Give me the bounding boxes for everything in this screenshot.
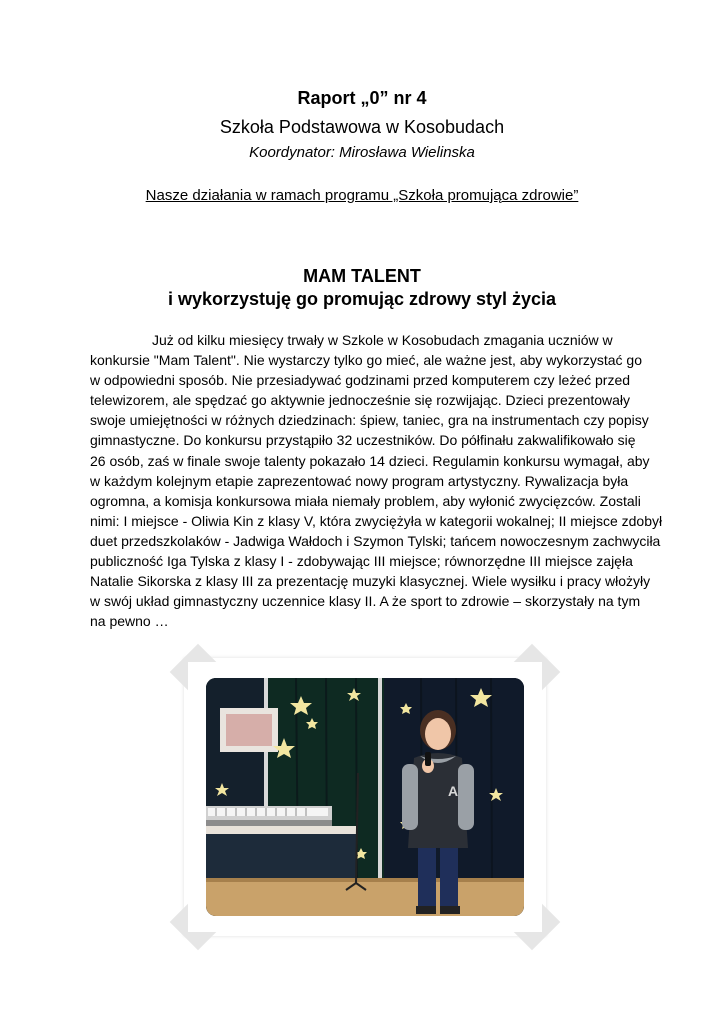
- article-line: w każdym kolejnym etapie zaprezentować nowy program artystyczny. Rywalizacja była: [90, 472, 629, 489]
- article-subheading: i wykorzystuję go promując zdrowy styl życia: [167, 289, 557, 309]
- article-line: Już od kilku miesięcy trwały w Szkole w Kosobudach zmagania uczniów w: [152, 332, 613, 348]
- article-line: w swój układ gimnastyczny uczennice klasy II. A że sport to zdrowie – skorzystały na tym: [90, 593, 641, 610]
- article-heading: MAM TALENT: [303, 266, 421, 286]
- article-line: konkursie "Mam Talent". Nie wystarczy tylko go mieć, ale ważne jest, aby wykorzystać go: [90, 352, 642, 369]
- article-line: duet przedszkolaków - Jadwiga Wałdoch i Szymon Tylski; tańcem nowoczesnym zachwyciła: [90, 532, 661, 549]
- article-line: na pewno …: [90, 613, 169, 630]
- article-line: swoje umiejętności w różnych dziedzinach: śpiew, taniec, gra na instrumentach czy popisy: [90, 412, 649, 429]
- article-line: telewizorem, ale spędzać go aktywnie jednocześnie się rozwijając. Dzieci prezentowały: [90, 392, 631, 409]
- program-line: [0, 186, 724, 206]
- program-line-text: Nasze działania w ramach programu „Szkoła promująca zdrowie”: [145, 187, 579, 204]
- stage-photo-girl-singing-icon: [206, 678, 524, 916]
- article-body: [90, 330, 663, 631]
- svg-text:A: A: [448, 783, 459, 799]
- article-line: w odpowiedni sposób. Nie przesiadywać godzinami przed komputerem czy leżeć przed: [90, 372, 631, 389]
- article-line: nimi: I miejsce - Oliwia Kin z klasy V, która zwyciężyła w kategorii wokalnej; II miejsce zdobył: [90, 512, 663, 529]
- article-line: ogromna, a komisja konkursowa miała niemały problem, aby wyłonić zwycięzców. Zostali: [90, 492, 641, 509]
- coordinator-line: Koordynator: Mirosława Wielinska: [249, 144, 475, 161]
- article-line: 26 osób, zaś w finale swoje talenty pokazało 14 dzieci. Regulamin konkursu wymagał, aby: [90, 452, 650, 469]
- article-line: publiczność Iga Tylska z klasy I - zdobywając III miejsce; równorzędne III miejsce zajęła: [90, 553, 633, 570]
- school-name: Szkoła Podstawowa w Kosobudach: [219, 117, 505, 137]
- article-line: Natalie Sikorska z klasy III za prezentację muzyki klasycznej. Wiele wysiłku i pracy włożyły: [90, 573, 651, 590]
- report-title: Raport „0” nr 4: [297, 88, 427, 108]
- stage-photo: [206, 678, 524, 916]
- article-line: gimnastyczne. Do konkursu przystąpiło 32 uczestników. Do półfinału zakwalifikowało się: [90, 432, 636, 449]
